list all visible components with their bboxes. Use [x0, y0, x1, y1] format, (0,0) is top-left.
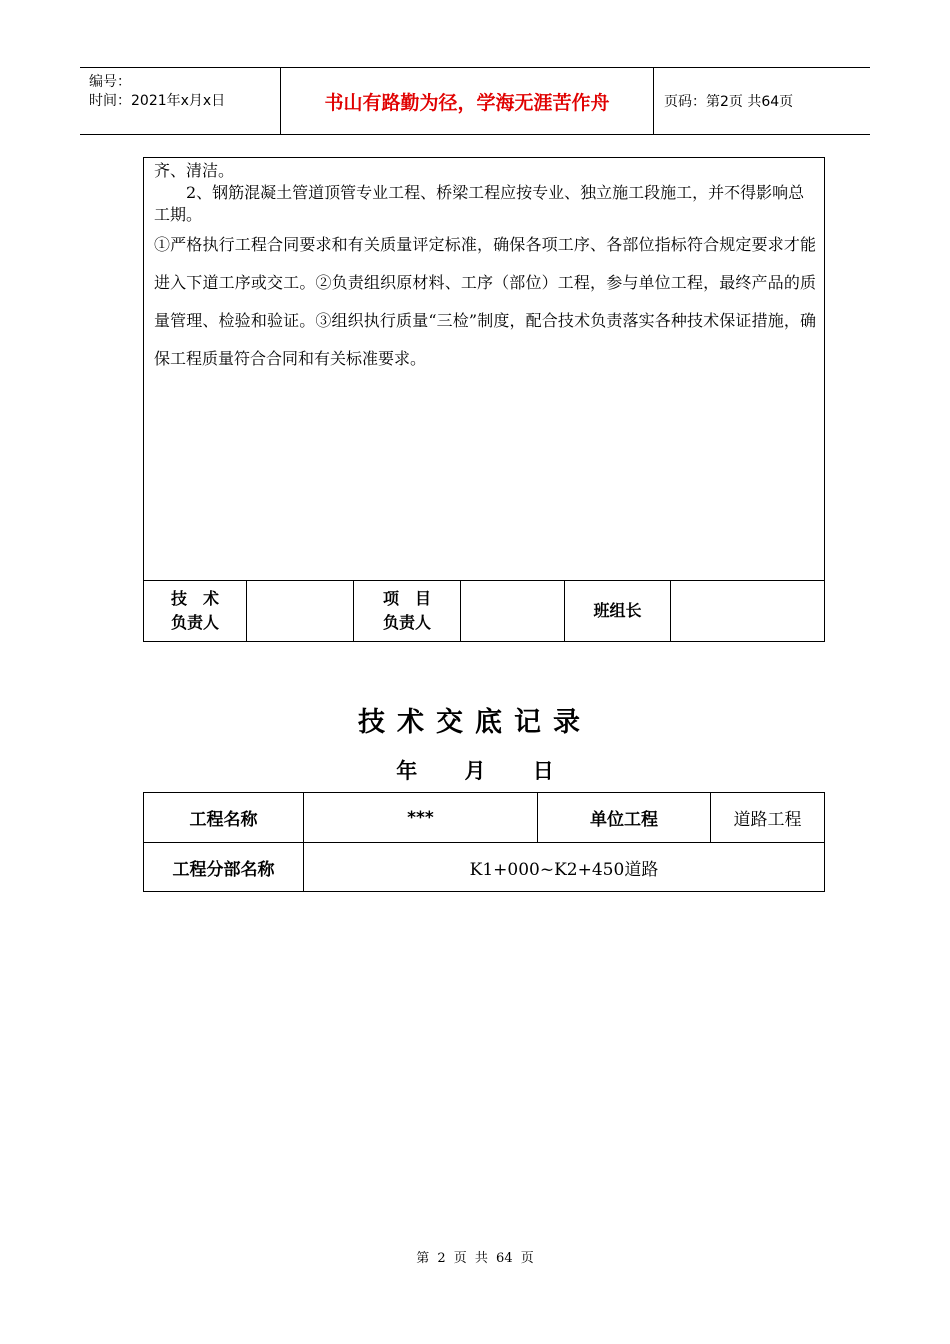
unit-project-label: 单位工程: [538, 793, 711, 843]
content-line-1: 齐、清洁。: [154, 161, 235, 180]
content-line-2: 2、钢筋混凝土管道顶管专业工程、桥梁工程应按专业、独立施工段施工，并不得影响总工期。: [154, 183, 805, 224]
project-info-table: [143, 792, 825, 892]
tech-lead-label-line2: 负责人: [170, 613, 219, 632]
header-page-info: 页码：第2页 共64页: [664, 94, 794, 110]
tech-lead-label-line1: 技 术: [170, 589, 219, 608]
content-cell: [144, 158, 824, 581]
record-date: 年 月 日: [396, 759, 554, 783]
tech-lead-label: [144, 581, 247, 641]
page-footer: 第 2 页 共 64 页: [416, 1251, 534, 1266]
project-name-label: 工程名称: [144, 793, 304, 843]
content-table: [143, 157, 825, 642]
content-paragraph: ①严格执行工程合同要求和有关质量评定标准，确保各项工序、各部位指标符合规定要求才能进入下道工序或交工。②负责组织原材料、工序（部位）工程，参与单位工程，最终产品的质量管理、检验和验证。③组织执行质量“三检”制度，配合技术负责落实各种技术保证措施，确保工程质量符合合同和有关标准要求。: [154, 235, 816, 368]
doc-number-label: 编号：: [89, 74, 131, 90]
project-lead-signature-field[interactable]: [461, 581, 565, 641]
record-title: 技术交底记录: [358, 707, 592, 738]
sub-project-value: K1+000~K2+450道路: [469, 859, 659, 880]
page-header: [80, 67, 870, 135]
project-name-value: ***: [304, 793, 538, 843]
unit-project-value: 道路工程: [711, 793, 824, 843]
team-leader-label: 班组长: [565, 581, 671, 641]
tech-lead-signature-field[interactable]: [247, 581, 354, 641]
project-lead-label-line2: 负责人: [382, 613, 431, 632]
header-motto: 书山有路勤为径，学海无涯苦作舟: [281, 68, 654, 134]
team-leader-signature-field[interactable]: [671, 581, 824, 641]
doc-time-label: 时间：2021年x月x日: [89, 93, 226, 109]
header-meta: [80, 68, 281, 134]
project-lead-label: [354, 581, 461, 641]
sub-project-label: 工程分部名称: [144, 843, 304, 891]
project-lead-label-line1: 项 目: [382, 589, 431, 608]
